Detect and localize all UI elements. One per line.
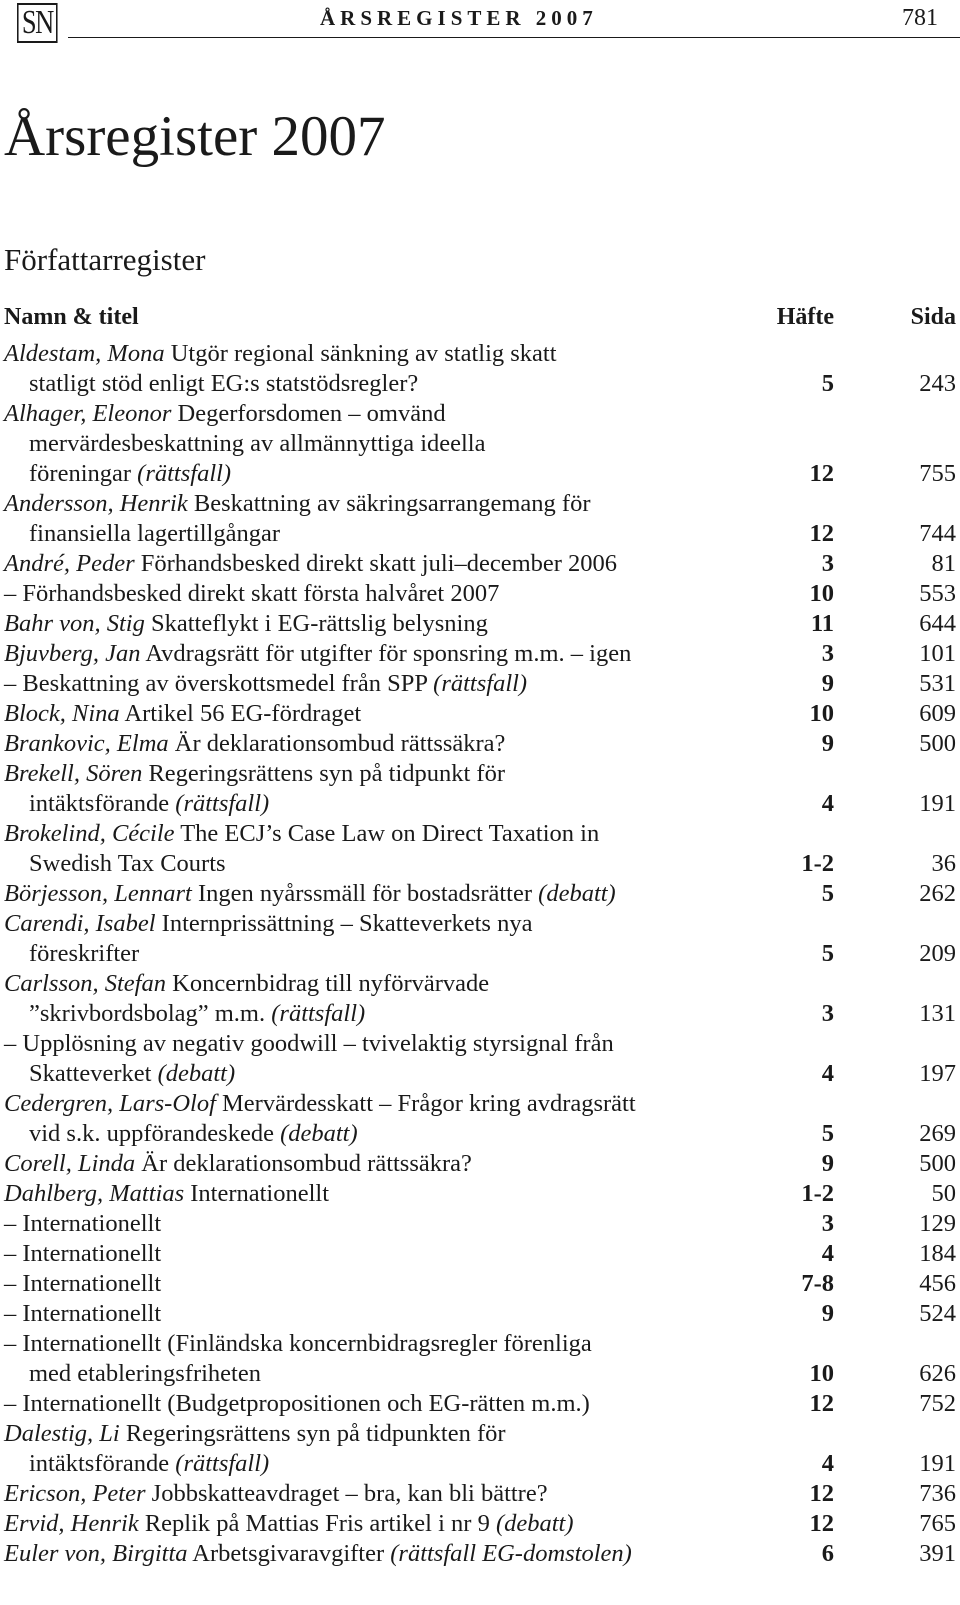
page-ref: 391 bbox=[919, 1540, 956, 1567]
article-category: (debatt) bbox=[495, 1510, 574, 1537]
column-header-name: Namn & titel bbox=[4, 304, 139, 330]
article-category: (rättsfall) bbox=[433, 670, 528, 697]
section-title: Författarregister bbox=[4, 242, 206, 277]
page-ref: 191 bbox=[919, 790, 956, 817]
entry-text bbox=[4, 579, 499, 609]
entry-text bbox=[29, 519, 280, 549]
article-title: – Internationellt (Budgetpropositionen och EG-rätten m.m.) bbox=[4, 1390, 590, 1417]
entry-line bbox=[4, 819, 956, 849]
article-title: Mervärdesskatt – Frågor kring avdragsrätt bbox=[222, 1090, 636, 1117]
article-category: (rättsfall) bbox=[271, 1000, 366, 1027]
entry-text bbox=[4, 699, 361, 729]
article-title: Artikel 56 EG-fördraget bbox=[124, 700, 362, 727]
article-title: Är deklarationsombud rättssäkra? bbox=[141, 1150, 472, 1177]
running-header-title: ÅRSREGISTER 2007 bbox=[320, 6, 598, 30]
article-title: The ECJ’s Case Law on Direct Taxation in bbox=[180, 820, 600, 847]
running-header bbox=[0, 0, 960, 48]
page-ref: 736 bbox=[919, 1480, 956, 1507]
index-entry bbox=[4, 1299, 956, 1329]
issue-number: 10 bbox=[809, 1360, 834, 1387]
entry-text bbox=[29, 939, 139, 969]
index-entry bbox=[4, 549, 956, 579]
article-category: (debatt) bbox=[538, 880, 616, 907]
page-ref: 131 bbox=[919, 1000, 956, 1027]
entry-line bbox=[4, 1449, 956, 1479]
entry-text bbox=[29, 789, 269, 819]
entry-text bbox=[29, 999, 365, 1029]
issue-number: 10 bbox=[809, 580, 834, 607]
author-name: Block, Nina bbox=[4, 700, 120, 727]
page-ref: 500 bbox=[919, 730, 956, 757]
author-name: Brekell, Sören bbox=[4, 760, 143, 787]
issue-number: 3 bbox=[821, 550, 834, 577]
page-ref: 531 bbox=[919, 670, 956, 697]
article-title: Avdragsrätt för utgifter för sponsring m.m. – igen bbox=[145, 640, 632, 667]
page-title: Årsregister 2007 bbox=[4, 105, 386, 168]
author-name: Andersson, Henrik bbox=[4, 490, 188, 517]
entry-line bbox=[4, 879, 956, 909]
article-title: Regeringsrättens syn på tidpunkten för bbox=[125, 1420, 506, 1447]
index-entry bbox=[4, 1209, 956, 1239]
entry-line bbox=[4, 1359, 956, 1389]
index-entry bbox=[4, 1179, 956, 1209]
page-ref: 609 bbox=[919, 700, 956, 727]
author-name: André, Peder bbox=[4, 550, 135, 577]
page-ref: 456 bbox=[919, 1270, 956, 1297]
article-title: – Internationellt bbox=[4, 1270, 162, 1297]
author-name: Corell, Linda bbox=[4, 1150, 136, 1177]
issue-number: 11 bbox=[810, 610, 834, 637]
entry-line bbox=[4, 789, 956, 819]
entry-line bbox=[4, 369, 956, 399]
article-category: (rättsfall) bbox=[137, 460, 232, 487]
author-name: Ericson, Peter bbox=[4, 1480, 146, 1507]
entry-line bbox=[4, 849, 956, 879]
sn-logo: SN bbox=[17, 3, 58, 43]
entry-line bbox=[4, 639, 956, 669]
article-title: Ingen nyårssmäll för bostadsrätter bbox=[197, 880, 533, 907]
entry-line bbox=[4, 1179, 956, 1209]
entry-text bbox=[29, 369, 418, 399]
author-name: Bjuvberg, Jan bbox=[4, 640, 141, 667]
entry-line bbox=[4, 519, 956, 549]
article-title: Förhandsbesked direkt skatt juli–december 2006 bbox=[140, 550, 618, 577]
article-title: statligt stöd enligt EG:s statstödsregler? bbox=[29, 370, 419, 397]
author-name: Brankovic, Elma bbox=[4, 730, 169, 757]
index-entry bbox=[4, 909, 956, 969]
article-category: (rättsfall EG-domstolen) bbox=[390, 1540, 632, 1567]
page-ref: 644 bbox=[919, 610, 956, 637]
entry-line bbox=[4, 579, 956, 609]
article-title: med etableringsfriheten bbox=[29, 1360, 261, 1387]
article-category: (debatt) bbox=[157, 1060, 236, 1087]
entry-line bbox=[4, 1059, 956, 1089]
entry-text bbox=[4, 639, 631, 669]
index-entry bbox=[4, 1329, 956, 1389]
entry-line bbox=[4, 669, 956, 699]
entry-text bbox=[29, 1449, 269, 1479]
article-title: föreningar bbox=[29, 460, 132, 487]
issue-number: 9 bbox=[821, 1150, 834, 1177]
entry-line bbox=[4, 1479, 956, 1509]
entry-text bbox=[4, 339, 557, 369]
index-entry bbox=[4, 1539, 956, 1569]
page-ref: 269 bbox=[919, 1120, 956, 1147]
entry-text bbox=[4, 1419, 506, 1449]
issue-number: 5 bbox=[821, 880, 834, 907]
author-name: Alhager, Eleonor bbox=[4, 400, 172, 427]
issue-number: 12 bbox=[809, 1510, 834, 1537]
page-ref: 752 bbox=[919, 1390, 956, 1417]
article-category: (rättsfall) bbox=[175, 1450, 270, 1477]
index-entry bbox=[4, 1269, 956, 1299]
entry-line bbox=[4, 429, 956, 459]
entry-line bbox=[4, 1269, 956, 1299]
index-entry bbox=[4, 1029, 956, 1089]
entry-text bbox=[4, 1269, 161, 1299]
article-title: – Internationellt bbox=[4, 1300, 162, 1327]
index-entry bbox=[4, 729, 956, 759]
issue-number: 5 bbox=[821, 1120, 834, 1147]
page-ref: 243 bbox=[919, 370, 956, 397]
article-title: – Internationellt bbox=[4, 1210, 162, 1237]
entry-text bbox=[4, 609, 488, 639]
index-entry bbox=[4, 639, 956, 669]
header-rule bbox=[68, 37, 960, 38]
entry-text bbox=[29, 1119, 358, 1149]
issue-number: 3 bbox=[821, 1210, 834, 1237]
page-ref: 524 bbox=[919, 1300, 956, 1327]
entry-line bbox=[4, 1329, 956, 1359]
entry-text bbox=[4, 1089, 636, 1119]
entry-line bbox=[4, 609, 956, 639]
index-entry bbox=[4, 1239, 956, 1269]
article-title: Internprissättning – Skatteverkets nya bbox=[161, 910, 533, 937]
entry-text bbox=[4, 399, 446, 429]
entry-line bbox=[4, 699, 956, 729]
entry-line bbox=[4, 399, 956, 429]
page-ref: 500 bbox=[919, 1150, 956, 1177]
entry-line bbox=[4, 1209, 956, 1239]
index-entry bbox=[4, 339, 956, 399]
page-ref: 744 bbox=[919, 520, 956, 547]
page-number: 781 bbox=[902, 5, 938, 31]
page-ref: 191 bbox=[919, 1450, 956, 1477]
article-title: Beskattning av säkringsarrangemang för bbox=[193, 490, 591, 517]
entry-text bbox=[4, 909, 532, 939]
author-name: Cedergren, Lars-Olof bbox=[4, 1090, 216, 1117]
issue-number: 12 bbox=[809, 1390, 834, 1417]
article-category: (rättsfall) bbox=[175, 790, 270, 817]
column-headers bbox=[4, 302, 956, 332]
article-title: – Upplösning av negativ goodwill – tvivelaktig styrsignal från bbox=[4, 1030, 614, 1057]
article-title: Replik på Mattias Fris artikel i nr 9 bbox=[144, 1510, 490, 1537]
issue-number: 9 bbox=[821, 670, 834, 697]
issue-number: 4 bbox=[821, 1240, 834, 1267]
article-title: Skatteverket bbox=[29, 1060, 152, 1087]
index-entry bbox=[4, 1389, 956, 1419]
issue-number: 5 bbox=[821, 370, 834, 397]
issue-number: 10 bbox=[809, 700, 834, 727]
author-name: Brokelind, Cécile bbox=[4, 820, 175, 847]
index-entry bbox=[4, 669, 956, 699]
page-ref: 184 bbox=[919, 1240, 956, 1267]
index-entry bbox=[4, 699, 956, 729]
entry-line bbox=[4, 759, 956, 789]
entry-text bbox=[4, 1329, 592, 1359]
entry-text bbox=[4, 1509, 574, 1539]
issue-number: 9 bbox=[821, 1300, 834, 1327]
entry-text bbox=[4, 729, 505, 759]
entry-text bbox=[4, 1149, 472, 1179]
entry-line bbox=[4, 1419, 956, 1449]
page-ref: 765 bbox=[919, 1510, 956, 1537]
index-entry bbox=[4, 1089, 956, 1149]
index-entry bbox=[4, 969, 956, 1029]
entry-text bbox=[4, 1179, 329, 1209]
entry-text bbox=[4, 819, 599, 849]
article-title: – Beskattning av överskottsmedel från SPP bbox=[4, 670, 428, 697]
article-title: – Internationellt bbox=[4, 1240, 162, 1267]
issue-number: 12 bbox=[809, 460, 834, 487]
article-title: Koncernbidrag till nyförvärvade bbox=[172, 970, 490, 997]
entry-line bbox=[4, 1089, 956, 1119]
entry-text bbox=[29, 459, 231, 489]
issue-number: 4 bbox=[821, 790, 834, 817]
page-ref: 197 bbox=[919, 1060, 956, 1087]
issue-number: 3 bbox=[821, 1000, 834, 1027]
article-title: Regeringsrättens syn på tidpunkt för bbox=[148, 760, 505, 787]
entry-line bbox=[4, 1119, 956, 1149]
issue-number: 3 bbox=[821, 640, 834, 667]
index-entry bbox=[4, 819, 956, 879]
index-entry bbox=[4, 879, 956, 909]
entry-text bbox=[4, 669, 527, 699]
index-entry bbox=[4, 1509, 956, 1539]
article-title: Internationellt bbox=[190, 1180, 330, 1207]
entry-text bbox=[4, 489, 591, 519]
entry-line bbox=[4, 1299, 956, 1329]
author-name: Aldestam, Mona bbox=[4, 340, 165, 367]
article-title: Degerforsdomen – omvänd bbox=[177, 400, 446, 427]
article-title: Arbetsgivaravgifter bbox=[192, 1540, 385, 1567]
index-entry bbox=[4, 1149, 956, 1179]
issue-number: 12 bbox=[809, 520, 834, 547]
index-entry bbox=[4, 759, 956, 819]
issue-number: 1-2 bbox=[801, 1180, 834, 1207]
issue-number: 4 bbox=[821, 1060, 834, 1087]
entry-line bbox=[4, 339, 956, 369]
entry-line bbox=[4, 549, 956, 579]
entry-line bbox=[4, 1389, 956, 1419]
index-entry bbox=[4, 1419, 956, 1479]
author-name: Dalestig, Li bbox=[4, 1420, 120, 1447]
index-entry bbox=[4, 579, 956, 609]
author-name: Euler von, Birgitta bbox=[4, 1540, 188, 1567]
article-category: (debatt) bbox=[280, 1120, 358, 1147]
issue-number: 9 bbox=[821, 730, 834, 757]
index-entry bbox=[4, 609, 956, 639]
article-title: – Förhandsbesked direkt skatt första halvåret 2007 bbox=[4, 580, 500, 607]
article-title: mervärdesbeskattning av allmännyttiga ideella bbox=[29, 430, 486, 457]
issue-number: 6 bbox=[821, 1540, 834, 1567]
article-title: Swedish Tax Courts bbox=[29, 850, 226, 877]
author-name: Carlsson, Stefan bbox=[4, 970, 166, 997]
page-ref: 755 bbox=[919, 460, 956, 487]
page-ref: 36 bbox=[931, 850, 956, 877]
entry-text bbox=[29, 1359, 261, 1389]
author-name: Börjesson, Lennart bbox=[4, 880, 192, 907]
entry-text bbox=[4, 1209, 161, 1239]
entry-line bbox=[4, 1539, 956, 1569]
article-title: Jobbskatteavdraget – bra, kan bli bättre? bbox=[151, 1480, 548, 1507]
entry-text bbox=[4, 969, 489, 999]
author-index-list bbox=[4, 339, 956, 1569]
entry-text bbox=[4, 1239, 161, 1269]
entry-text bbox=[4, 1389, 590, 1419]
page-ref: 101 bbox=[919, 640, 956, 667]
article-title: vid s.k. uppförandeskede bbox=[29, 1120, 274, 1147]
entry-text bbox=[4, 1299, 161, 1329]
article-title: Skatteflykt i EG-rättslig belysning bbox=[151, 610, 488, 637]
page-ref: 553 bbox=[919, 580, 956, 607]
issue-number: 7-8 bbox=[801, 1270, 834, 1297]
entry-line bbox=[4, 969, 956, 999]
page-ref: 129 bbox=[919, 1210, 956, 1237]
index-entry bbox=[4, 489, 956, 549]
entry-line bbox=[4, 1029, 956, 1059]
author-name: Bahr von, Stig bbox=[4, 610, 145, 637]
article-title: Utgör regional sänkning av statlig skatt bbox=[170, 340, 557, 367]
article-title: intäktsförande bbox=[29, 790, 170, 817]
author-name: Carendi, Isabel bbox=[4, 910, 156, 937]
entry-text bbox=[4, 759, 505, 789]
page-ref: 626 bbox=[919, 1360, 956, 1387]
entry-text bbox=[4, 1029, 614, 1059]
page-ref: 209 bbox=[919, 940, 956, 967]
entry-line bbox=[4, 939, 956, 969]
entry-line bbox=[4, 489, 956, 519]
entry-line bbox=[4, 1239, 956, 1269]
entry-line bbox=[4, 1149, 956, 1179]
entry-line bbox=[4, 459, 956, 489]
index-entry bbox=[4, 399, 956, 489]
entry-text bbox=[4, 1539, 632, 1569]
entry-text bbox=[29, 849, 226, 879]
column-header-issue: Häfte bbox=[776, 304, 834, 330]
article-title: ”skrivbordsbolag” m.m. bbox=[29, 1000, 266, 1027]
entry-line bbox=[4, 729, 956, 759]
article-title: intäktsförande bbox=[29, 1450, 170, 1477]
entry-text bbox=[29, 429, 486, 459]
author-name: Dahlberg, Mattias bbox=[4, 1180, 185, 1207]
issue-number: 4 bbox=[821, 1450, 834, 1477]
page-ref: 262 bbox=[919, 880, 956, 907]
page-ref: 81 bbox=[931, 550, 956, 577]
author-name: Ervid, Henrik bbox=[4, 1510, 139, 1537]
entry-line bbox=[4, 999, 956, 1029]
entry-text bbox=[4, 549, 617, 579]
entry-text bbox=[4, 879, 616, 909]
article-title: – Internationellt (Finländska koncernbidragsregler förenliga bbox=[4, 1330, 592, 1357]
article-title: föreskrifter bbox=[29, 940, 140, 967]
column-header-page: Sida bbox=[910, 304, 956, 330]
article-title: Är deklarationsombud rättssäkra? bbox=[174, 730, 506, 757]
page-ref: 50 bbox=[931, 1180, 956, 1207]
entry-line bbox=[4, 1509, 956, 1539]
article-title: finansiella lagertillgångar bbox=[29, 520, 281, 547]
index-entry bbox=[4, 1479, 956, 1509]
issue-number: 12 bbox=[809, 1480, 834, 1507]
entry-text bbox=[4, 1479, 548, 1509]
entry-text bbox=[29, 1059, 235, 1089]
entry-line bbox=[4, 909, 956, 939]
issue-number: 5 bbox=[821, 940, 834, 967]
issue-number: 1-2 bbox=[801, 850, 834, 877]
